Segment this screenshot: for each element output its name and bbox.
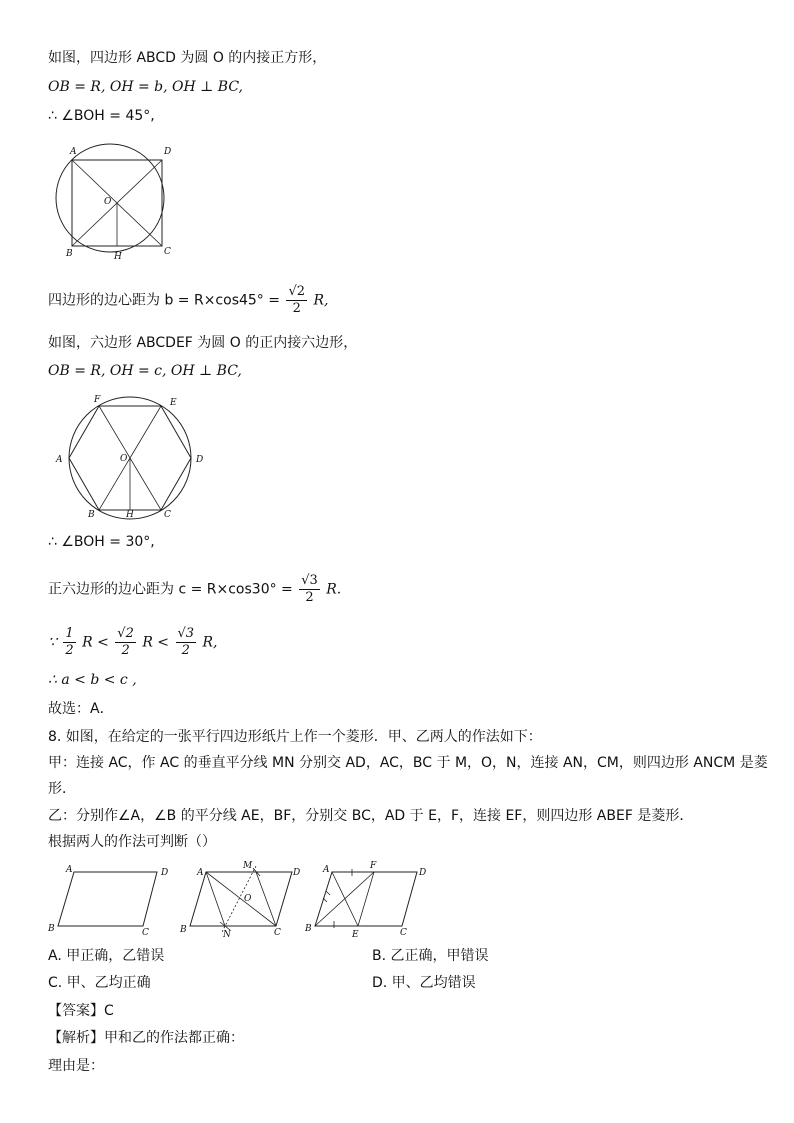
p2-label-o: O [244, 894, 252, 904]
p1-label-b: B [48, 924, 55, 934]
line-angle-30: ∴ ∠BOH = 30°, [48, 534, 155, 550]
line-hexagon-given: OB = R, OH = c, OH ⊥ BC, [48, 363, 242, 379]
fraction-sqrt2-over-2 [115, 626, 136, 659]
p1-label-a: A [66, 865, 73, 875]
label-h: H [126, 510, 134, 520]
because-symbol: ∵ [48, 634, 57, 651]
fraction-sqrt3-over-2 [176, 626, 197, 659]
apothem-text: 四边形的边心距为 b = R×cos45° = [48, 292, 285, 309]
option-c: C. 甲、乙均正确 [48, 975, 151, 991]
line-choice: 故选：A． [48, 701, 114, 717]
fraction-denominator: 2 [305, 590, 314, 605]
fraction-denominator: 2 [121, 643, 130, 658]
p3-label-c: C [400, 928, 407, 938]
reason-line: 理由是： [48, 1058, 104, 1074]
fraction-denominator: 2 [292, 301, 301, 316]
line-hexagon-apothem [48, 573, 341, 606]
line-square-apothem [48, 284, 328, 317]
label-o: O [120, 454, 128, 464]
apothem-tail: R. [321, 581, 342, 598]
parallelogram-figures [40, 858, 440, 942]
label-c: C [164, 247, 171, 257]
segment-ef [358, 872, 374, 926]
fraction-1-over-2 [63, 626, 75, 659]
tick-mark [326, 891, 330, 895]
label-d: D [196, 455, 204, 465]
line-angle-45: ∴ ∠BOH = 45°, [48, 108, 155, 124]
hexagon-in-circle-figure [54, 392, 214, 522]
p3-label-a: A [323, 865, 330, 875]
label-e: E [170, 398, 177, 408]
p3-label-b: B [305, 924, 312, 934]
comparison-text-1: R < [82, 634, 109, 651]
fraction-numerator: 1 [65, 626, 74, 641]
option-d: D. 甲、乙均错误 [372, 975, 476, 991]
parallelogram-1 [58, 872, 157, 926]
method-yi: 乙：分别作∠A，∠B 的平分线 AE，BF，分别交 BC，AD 于 E，F，连接 EF，则四边形 ABEF 是菱形． [48, 808, 694, 824]
p3-label-f: F [370, 861, 377, 871]
line-square-given: OB = R, OH = b, OH ⊥ BC, [48, 79, 243, 95]
apothem-text: 正六边形的边心距为 c = R×cos30° = [48, 581, 298, 598]
fraction-numerator: √2 [117, 626, 134, 641]
label-b: B [88, 510, 95, 520]
answer-line: 【答案】C [48, 1003, 114, 1019]
p3-label-d: D [419, 868, 427, 878]
fraction-denominator: 2 [65, 643, 74, 658]
square-in-circle-figure [52, 140, 182, 265]
p2-label-d: D [293, 868, 301, 878]
p2-label-b: B [180, 925, 187, 935]
label-d: D [164, 147, 172, 157]
line-comparison [48, 626, 218, 659]
p2-label-a: A [197, 868, 204, 878]
fraction-numerator: √2 [288, 284, 305, 299]
label-o: O [104, 197, 112, 207]
option-a: A. 甲正确，乙错误 [48, 948, 165, 964]
question-8-stem: 8. 如图，在给定的一张平行四边形纸片上作一个菱形．甲、乙两人的作法如下： [48, 729, 542, 745]
label-c: C [164, 510, 171, 520]
fraction-denominator: 2 [181, 643, 190, 658]
p2-label-c: C [274, 928, 281, 938]
diagonal-ac [206, 872, 276, 926]
p1-label-d: D [161, 868, 169, 878]
label-b: B [66, 249, 73, 259]
fraction-sqrt2-over-2 [286, 284, 307, 317]
analysis-line: 【解析】甲和乙的作法都正确： [48, 1030, 244, 1046]
apothem-tail: R, [309, 292, 329, 309]
line-square-intro: 如图，四边形 ABCD 为圆 O 的内接正方形， [48, 50, 327, 66]
p1-label-c: C [142, 928, 149, 938]
method-jia-line2: 形． [48, 781, 76, 797]
label-a: A [56, 455, 63, 465]
p2-label-n: N [223, 930, 231, 940]
option-b: B. 乙正确，甲错误 [372, 948, 489, 964]
label-f: F [94, 395, 101, 405]
label-h: H [114, 252, 122, 262]
line-conclusion: ∴ a < b < c , [48, 672, 137, 688]
label-a: A [70, 147, 77, 157]
p2-label-m: M [243, 861, 253, 871]
judge-prompt: 根据两人的作法可判断（） [48, 834, 216, 850]
comparison-text-2: R < [142, 634, 170, 651]
fraction-numerator: √3 [301, 573, 318, 588]
method-jia-line1: 甲：连接 AC，作 AC 的垂直平分线 MN 分别交 AD，AC，BC 于 M，O，N，连接 AN，CM，则四边形 ANCM 是菱 [48, 755, 768, 771]
p3-label-e: E [352, 930, 359, 940]
segment-an [206, 872, 225, 926]
fraction-sqrt3-over-2 [299, 573, 320, 606]
fraction-numerator: √3 [177, 626, 195, 641]
line-hexagon-intro: 如图，六边形 ABCDEF 为圆 O 的正内接六边形， [48, 335, 358, 351]
comparison-text-3: R, [202, 634, 218, 651]
